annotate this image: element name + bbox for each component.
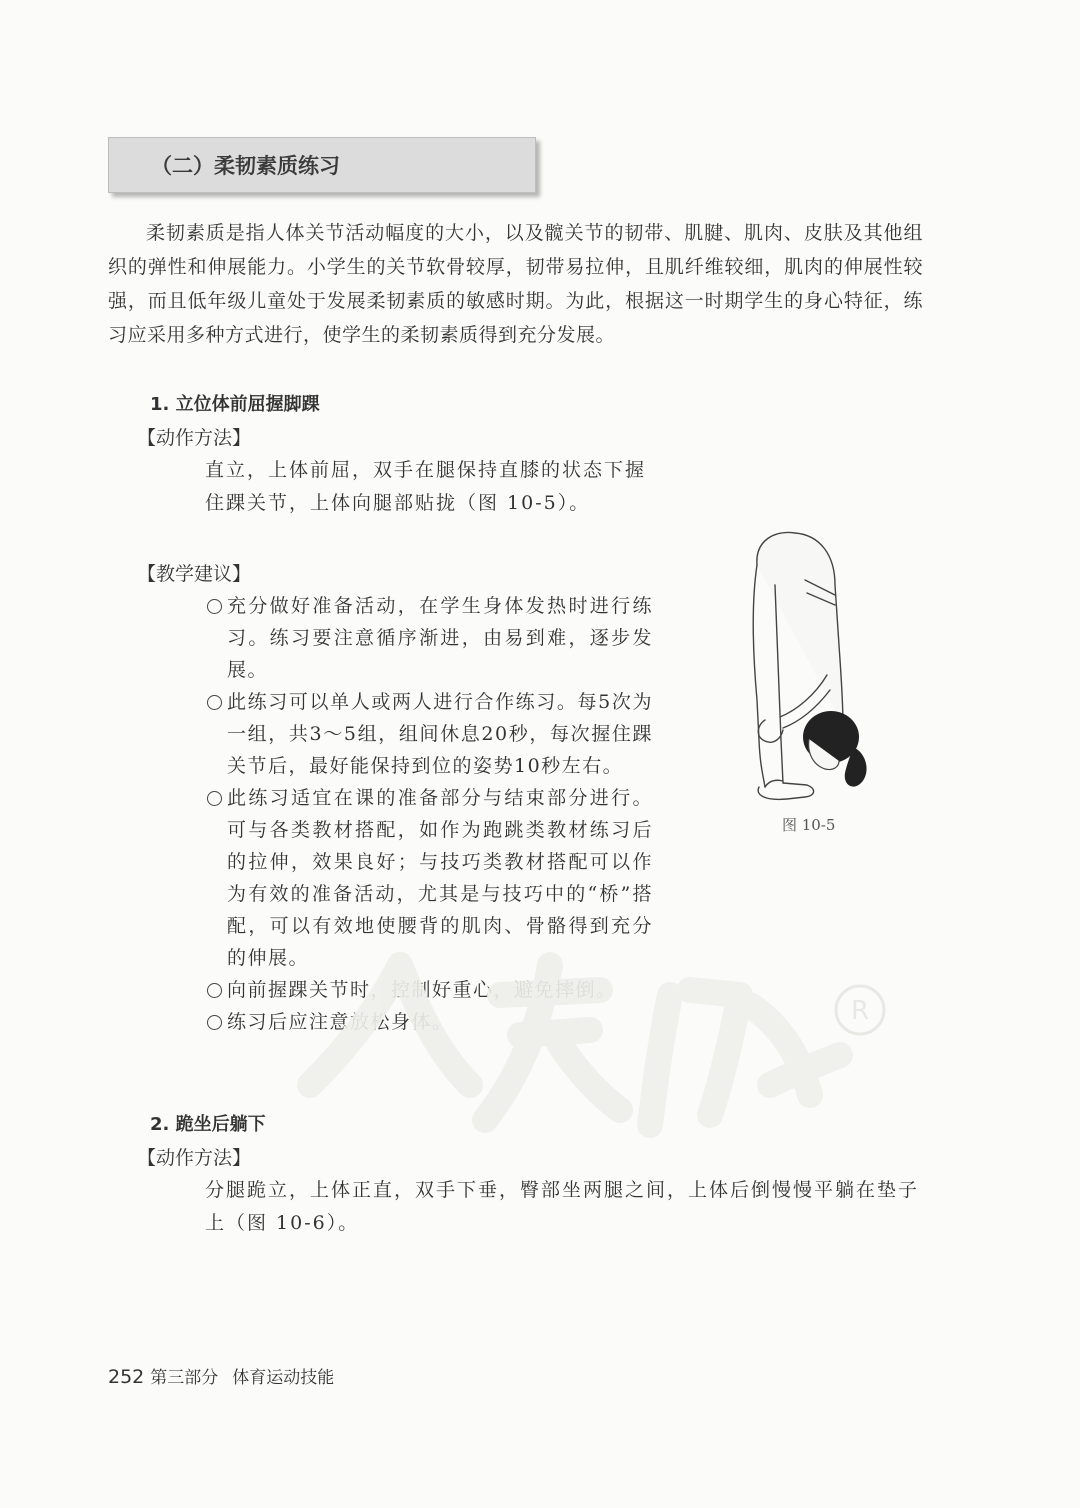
section-title: （二）柔韧素质练习: [151, 154, 340, 178]
page-number: 252: [108, 1366, 145, 1388]
exercise1-method-label: 【动作方法】: [137, 427, 252, 449]
exercise2-method-text: 分腿跪立，上体正直，双手下垂，臀部坐两腿之间，上体后倒慢慢平躺在垫子上（图 10-6）。: [205, 1179, 920, 1234]
exercise1-heading: 1. 立位体前屈握脚踝: [150, 394, 320, 415]
figure-caption: 图 10-5: [782, 816, 836, 834]
publisher-watermark: [270, 935, 910, 1150]
exercise2-heading: 2. 跪坐后躺下: [150, 1114, 266, 1135]
forward-bend-illustration: [735, 525, 875, 810]
advice-item: 向前握踝关节时，控制好重心，避免摔倒。: [205, 974, 653, 1006]
advice-item: 练习后应注意放松身体。: [205, 1006, 653, 1038]
exercise2-method-label: 【动作方法】: [137, 1147, 252, 1169]
exercise1-advice-label: 【教学建议】: [137, 563, 252, 585]
advice-item: 充分做好准备活动，在学生身体发热时进行练习。练习要注意循序渐进，由易到难，逐步发展。: [205, 590, 653, 686]
section-header-box: [108, 137, 536, 193]
footer-chapter: 体育运动技能: [232, 1368, 335, 1388]
intro-paragraph: 柔韧素质是指人体关节活动幅度的大小，以及髋关节的韧带、肌腱、肌肉、皮肤及其他组织的弹性和伸展能力。小学生的关节软骨较厚，韧带易拉伸，且肌纤维较细，肌肉的伸展性较强，而且低年级儿童处于发展柔韧素质的敏感时期。为此，根据这一时期学生的身心特征，练习应采用多种方式进行，使学生的柔韧素质得到充分发展。: [108, 222, 923, 346]
exercise1-method-text: 直立，上体前屈，双手在腿保持直膝的状态下握住踝关节，上体向腿部贴拢（图 10-5）。: [205, 459, 647, 514]
advice-item: 此练习适宜在课的准备部分与结束部分进行。可与各类教材搭配，如作为跑跳类教材练习后的拉伸，效果良好；与技巧类教材搭配可以作为有效的准备活动，尤其是与技巧中的“桥”搭配，可以有效地使腰背的肌肉、骨骼得到充分的伸展。: [205, 782, 653, 974]
page-footer: [108, 1363, 334, 1388]
advice-item: 此练习可以单人或两人进行合作练习。每5次为一组，共3～5组，组间休息20秒，每次握住踝关节后，最好能保持到位的姿势10秒左右。: [205, 686, 653, 782]
footer-part: 第三部分: [150, 1368, 219, 1388]
svg-text:R: R: [850, 996, 870, 1026]
